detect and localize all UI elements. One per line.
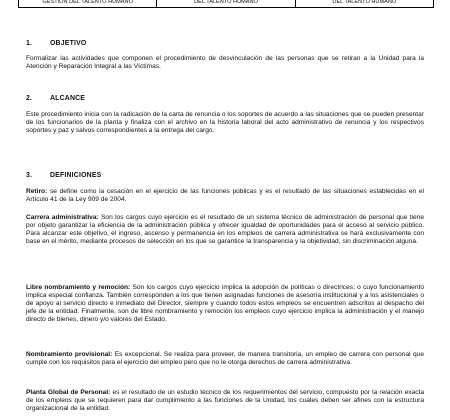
section-title: OBJETIVO: [50, 40, 87, 47]
alcance-paragraph: Este procedimiento inicia con la radicación de la carta de renuncia o los soportes de acuerdo a las situaciones que se pueden presentar de los funcionarios de la planta y finaliza con el archivo en la historia laboral del acto administrativo de renuncia y los respectivos soportes y paz y salvos correspondientes a la entrega del cargo.: [26, 111, 424, 134]
section-heading-definiciones: [26, 172, 101, 179]
signature-table: [18, 0, 434, 8]
signature-cell-line: DEL TALENTO HUMANO: [332, 0, 397, 6]
signature-cell: [157, 0, 295, 8]
definition-retiro: [26, 188, 424, 204]
signature-table-row: [19, 0, 434, 8]
definition-term: Planta Global de Personal:: [26, 389, 111, 396]
definition-text: se define como la cesación en el ejercicio de las funciones públicas y es el resultado de las situaciones establecidas en el Artículo 41 de la Ley 909 de 2004.: [26, 188, 424, 203]
section-heading-alcance: [26, 95, 85, 102]
definition-planta-global: [26, 389, 424, 413]
section-number: 2.: [26, 95, 33, 102]
definition-term: Libre nombramiento y remoción:: [26, 284, 131, 291]
section-title: DEFINICIONES: [50, 172, 102, 179]
signature-cell-line: GESTIÓN DEL TALENTO HUMANO: [42, 0, 133, 6]
signature-cell: [19, 0, 157, 8]
section-title: ALCANCE: [50, 95, 86, 102]
definition-term: Nombramiento provisional:: [26, 351, 113, 358]
signature-cell: [295, 0, 433, 8]
section-number: 3.: [26, 172, 33, 179]
definition-libre-nombramiento: [26, 284, 424, 324]
definition-carrera-administrativa: [26, 214, 424, 246]
definition-text: Es excepcional. Se realiza para proveer, de manera transitoria, un empleo de carrera con personal que cumple con los requisitos para el ejercicio del empleo pero que no le otorga derechos de carrera administrativa.: [26, 351, 424, 366]
definition-term: Carrera administrativa:: [26, 214, 99, 221]
definition-text: Son los cargos cuyo ejercicio implica la adopción de políticas o directrices; o cuyo funcionamiento implica especial confianza. También corresponden a los que tienen asignadas funciones de asesoría institucional y a los asistenciales o de apoyo al servicio directo e inmediato del Director, siempre y cuando todos estos empleos se encuentren adscritos al despacho del jefe de la entidad. Finalmente, son de libre nombramiento y remoción los empleos cuyo ejercicio implica la administración y el manejo directo de bienes, dinero y/o valores del Estado.: [26, 284, 424, 323]
section-number: 1.: [26, 40, 33, 47]
definition-text: es el resultado de un estudio técnico de los requerimientos del servicio, compuesto por la relación exacta de los empleos que se requieren para dar cumplimiento a las funciones de la Unidad, los cuales deben ser afines con la estructura organizacional de la entidad.: [26, 389, 425, 412]
definition-nombramiento-provisional: [26, 351, 424, 367]
section-heading-objetivo: [26, 40, 86, 47]
signature-cell-line: DEL TALENTO HUMANO: [194, 0, 258, 6]
definition-text: Son los cargos cuyo ejercicio es el resultado de un sistema técnico de administración de personal que tiene por objeto garantizar la eficiencia de la administración pública y ofrecer igualdad de oportunidades para el acceso al servicio público. Para alcanzar este objetivo, el ingreso, ascenso y permanencia en los empleos de carrera administrativa se hará exclusivamente con base en el mérito, mediante procesos de selección en los que se garantice la transparencia y la objetividad, sin discriminación alguna.: [26, 214, 424, 245]
objetivo-paragraph: Formalizar las actividades que componen el procedimiento de desvinculación de las personas que se retiran a la Unidad para la Atención y Reparación Integral a las Víctimas.: [26, 55, 424, 70]
definition-term: Retiro:: [26, 188, 48, 195]
